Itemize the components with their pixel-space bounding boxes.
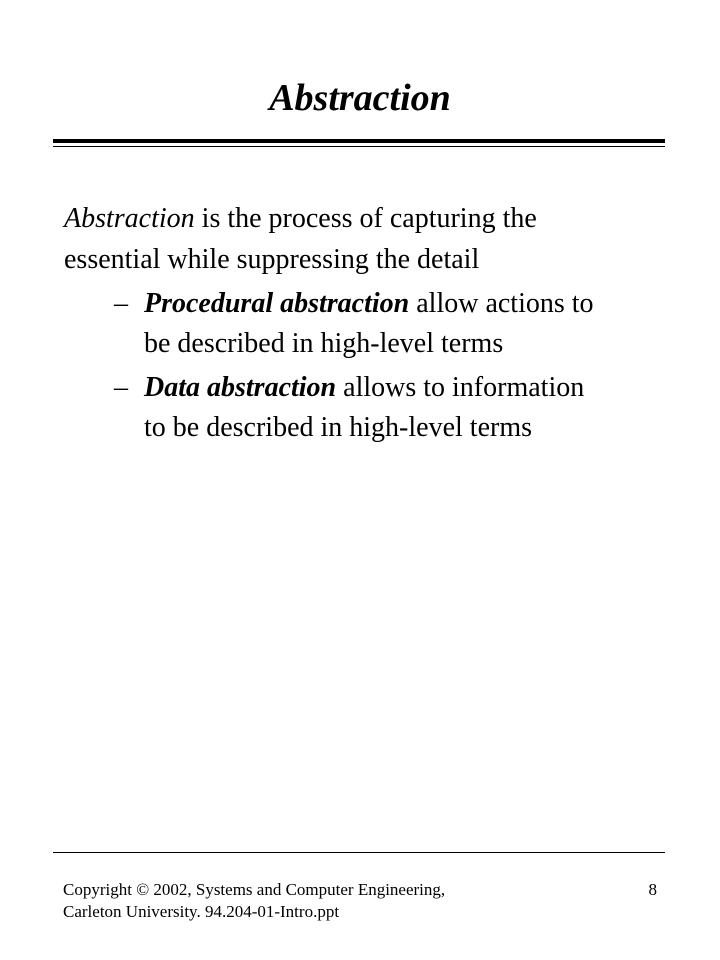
intro-line2: essential while suppressing the detail xyxy=(64,244,480,275)
title-underline-thick xyxy=(53,139,665,143)
intro-line1-rest: is the process of capturing the xyxy=(194,203,537,234)
bullet-term: Procedural abstraction xyxy=(144,288,410,319)
copyright-line2: Carleton University. 94.204-01-Intro.ppt xyxy=(63,902,340,921)
slide-content xyxy=(64,198,684,448)
page-number: 8 xyxy=(648,880,657,899)
bullet-line1-rest: allow actions to xyxy=(409,288,594,319)
intro-paragraph xyxy=(64,198,684,280)
footer-copyright xyxy=(63,879,445,923)
copyright-line1: Copyright © 2002, Systems and Computer Engineering, xyxy=(63,880,446,899)
slide-title: Abstraction xyxy=(269,77,451,119)
bullet-procedural-abstraction xyxy=(64,284,684,364)
title-underline-thin xyxy=(53,146,665,147)
bullet-dash: – xyxy=(114,288,128,319)
bullet-data-abstraction xyxy=(64,368,684,448)
bullet-dash: – xyxy=(114,372,128,403)
bullet-line2: to be described in high-level terms xyxy=(144,412,532,443)
bullet-term: Data abstraction xyxy=(144,372,337,403)
footer-divider xyxy=(53,852,665,853)
intro-term: Abstraction xyxy=(64,203,195,234)
bullet-line2: be described in high-level terms xyxy=(144,328,504,359)
bullet-line1-rest: allows to information xyxy=(336,372,585,403)
